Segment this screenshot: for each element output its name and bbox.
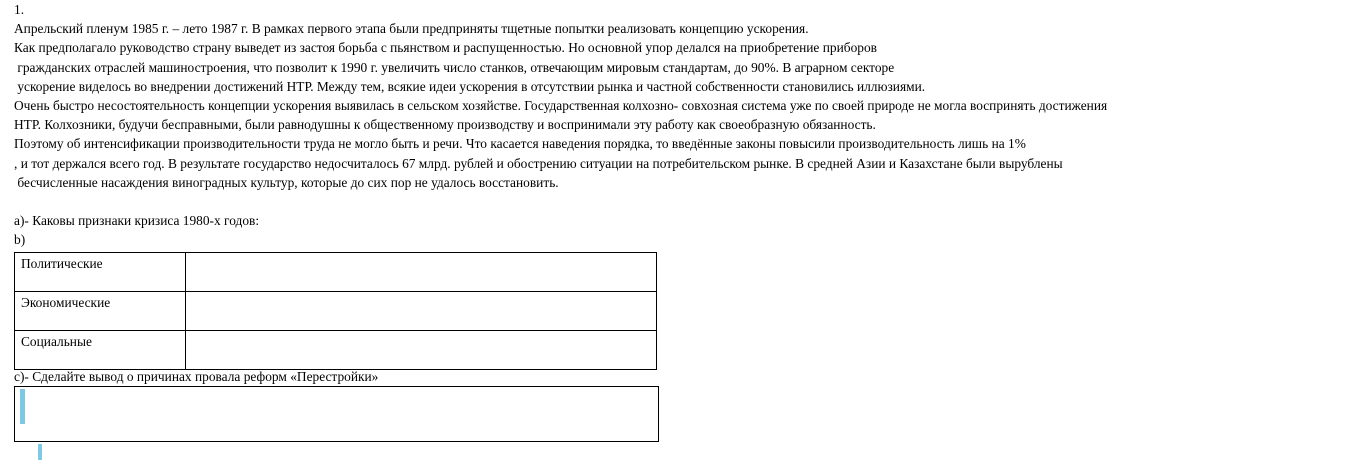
conclusion-answer-box[interactable] xyxy=(14,386,659,442)
text-line: , и тот держался всего год. В результате государство недосчиталось 67 млрд. рублей и обострению ситуации на потребительском рынке. В средней Азии и Казахстане были вырублены xyxy=(14,155,1063,171)
text-line: гражданских отраслей машиностроения, что позволит к 1990 г. увеличить число станков, отвечающим мировым стандартам, до 90%. В аграрном секторе xyxy=(14,59,895,75)
answer-cell-economic[interactable] xyxy=(186,292,657,331)
table-row xyxy=(15,292,657,331)
table-row xyxy=(15,253,657,292)
text-line: ускорение виделось во внедрении достижений НТР. Между тем, всякие идеи ускорения в отсутствии рынка и частной собственности становились иллюзиями. xyxy=(14,78,926,94)
question-c: c)- Сделайте вывод о причинах провала реформ «Перестройки» xyxy=(14,369,379,384)
text-line: Как предполагало руководство страну выведет из застоя борьба с пьянством и распущенностью. Но основной упор делался на приобретение приборов xyxy=(14,40,877,56)
crisis-signs-table xyxy=(14,252,657,370)
text-line: НТР. Колхозники, будучи бесправными, были равнодушны к общественному производству и воспринимали эту работу как своеобразную обязанность. xyxy=(14,117,876,133)
text-line: бесчисленные насаждения виноградных культур, которые до сих пор не удалось восстановить. xyxy=(14,174,559,190)
text-cursor-marker xyxy=(38,444,42,460)
table-row xyxy=(15,331,657,370)
question-a: a)- Каковы признаки кризиса 1980-х годов: xyxy=(14,213,260,229)
blank-line xyxy=(14,192,1344,211)
answer-cell-political[interactable] xyxy=(186,253,657,292)
text-line: Апрельский пленум 1985 г. – лето 1987 г. В рамках первого этапа были предприняты тщетные попытки реализовать концепцию ускорения. xyxy=(14,21,809,37)
row-label-economic: Экономические xyxy=(15,292,186,331)
text-cursor xyxy=(20,389,25,424)
row-label-political: Политические xyxy=(15,253,186,292)
question-b: b) xyxy=(14,232,26,248)
answer-cell-social[interactable] xyxy=(186,331,657,370)
task-number: 1. xyxy=(14,2,25,17)
text-line: Поэтому об интенсификации производительности труда не могло быть и речи. Что касается наведения порядка, то введённые законы повысили производительность лишь на 1% xyxy=(14,136,1026,152)
text-line: Очень быстро несостоятельность концепции ускорения выявилась в сельском хозяйстве. Государственная колхозно- совхозная система уже по своей природе не могла воспринять достижения xyxy=(14,97,1108,113)
document-body xyxy=(14,0,1344,249)
row-label-social: Социальные xyxy=(15,331,186,370)
